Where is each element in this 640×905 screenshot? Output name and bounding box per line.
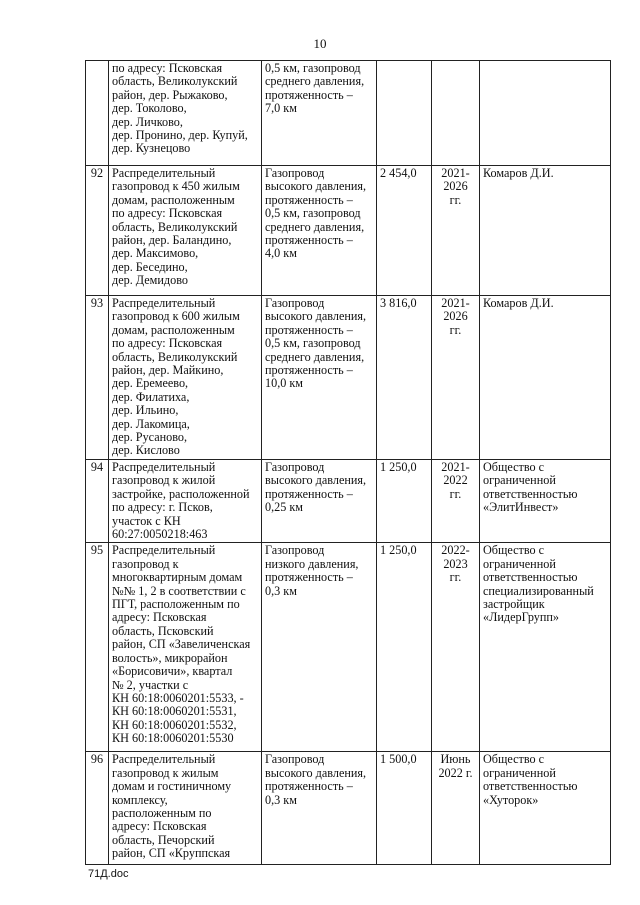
pipeline-description: Газопровод высокого давления, протяженность – 0,3 км [262, 752, 377, 865]
construction-term: 2022- 2023 гг. [432, 543, 480, 752]
responsible-party: Общество с ограниченной ответственностью специализированный застройщик «ЛидерГрупп» [480, 543, 611, 752]
row-number: 96 [86, 752, 109, 865]
responsible-party: Общество с ограниченной ответственностью «Хуторок» [480, 752, 611, 865]
row-number: 92 [86, 166, 109, 296]
construction-term: 2021- 2026 гг. [432, 166, 480, 296]
table-row [86, 296, 611, 460]
object-name: Распределительный газопровод к 450 жилым домам, расположенным по адресу: Псковская область, Великолукский район, дер. Баландино, дер. Максимово, дер. Беседино, дер. Демидово [109, 166, 262, 296]
object-name: Распределительный газопровод к многоквартирным домам №№ 1, 2 в соответствии с ПГТ, расположенным по адресу: Псковская область, Псковский район, СП «Завеличенская волость», микрорайон «Борисовичи», квартал № 2, участки с КН 60:18:0060201:5533, - КН 60:18:0060201:5531, КН 60:18:0060201:5532, КН 60:18:0060201:5530 [109, 543, 262, 752]
pipeline-description: Газопровод высокого давления, протяженность – 0,5 км, газопровод среднего давления, протяженность – 4,0 км [262, 166, 377, 296]
document-filename: 71Д.doc [88, 868, 129, 880]
construction-term: 2021- 2026 гг. [432, 296, 480, 460]
table-row [86, 460, 611, 543]
row-number: 95 [86, 543, 109, 752]
cost-value [377, 61, 432, 166]
responsible-party: Общество с ограниченной ответственностью «ЭлитИнвест» [480, 460, 611, 543]
construction-term: Июнь 2022 г. [432, 752, 480, 865]
cost-value: 2 454,0 [377, 166, 432, 296]
table-row [86, 61, 611, 166]
responsible-party: Комаров Д.И. [480, 296, 611, 460]
pipeline-description: Газопровод низкого давления, протяженность – 0,3 км [262, 543, 377, 752]
cost-value: 3 816,0 [377, 296, 432, 460]
row-number [86, 61, 109, 166]
row-number: 93 [86, 296, 109, 460]
row-number: 94 [86, 460, 109, 543]
construction-term [432, 61, 480, 166]
cost-value: 1 250,0 [377, 543, 432, 752]
cost-value: 1 250,0 [377, 460, 432, 543]
object-name: Распределительный газопровод к жилой застройке, расположенной по адресу: г. Псков, участок с КН 60:27:0050218:463 [109, 460, 262, 543]
responsible-party: Комаров Д.И. [480, 166, 611, 296]
pipeline-description: Газопровод высокого давления, протяженность – 0,25 км [262, 460, 377, 543]
pipeline-table [85, 60, 611, 865]
object-name: Распределительный газопровод к жилым домам и гостиничному комплексу, расположенным по адресу: Псковская область, Печорский район, СП «Круппская [109, 752, 262, 865]
page-number: 10 [313, 36, 327, 51]
pipeline-description: 0,5 км, газопровод среднего давления, протяженность – 7,0 км [262, 61, 377, 166]
table-row [86, 543, 611, 752]
object-name: по адресу: Псковская область, Великолукский район, дер. Рыжаково, дер. Токолово, дер. Личково, дер. Пронино, дер. Купуй, дер. Кузнецово [109, 61, 262, 166]
responsible-party [480, 61, 611, 166]
pipeline-description: Газопровод высокого давления, протяженность – 0,5 км, газопровод среднего давления, протяженность – 10,0 км [262, 296, 377, 460]
object-name: Распределительный газопровод к 600 жилым домам, расположенным по адресу: Псковская область, Великолукский район, дер. Майкино, дер. Еремеево, дер. Филатиха, дер. Ильино, дер. Лакомица, дер. Русаново, дер. Кислово [109, 296, 262, 460]
cost-value: 1 500,0 [377, 752, 432, 865]
table-row [86, 752, 611, 865]
table-row [86, 166, 611, 296]
construction-term: 2021- 2022 гг. [432, 460, 480, 543]
